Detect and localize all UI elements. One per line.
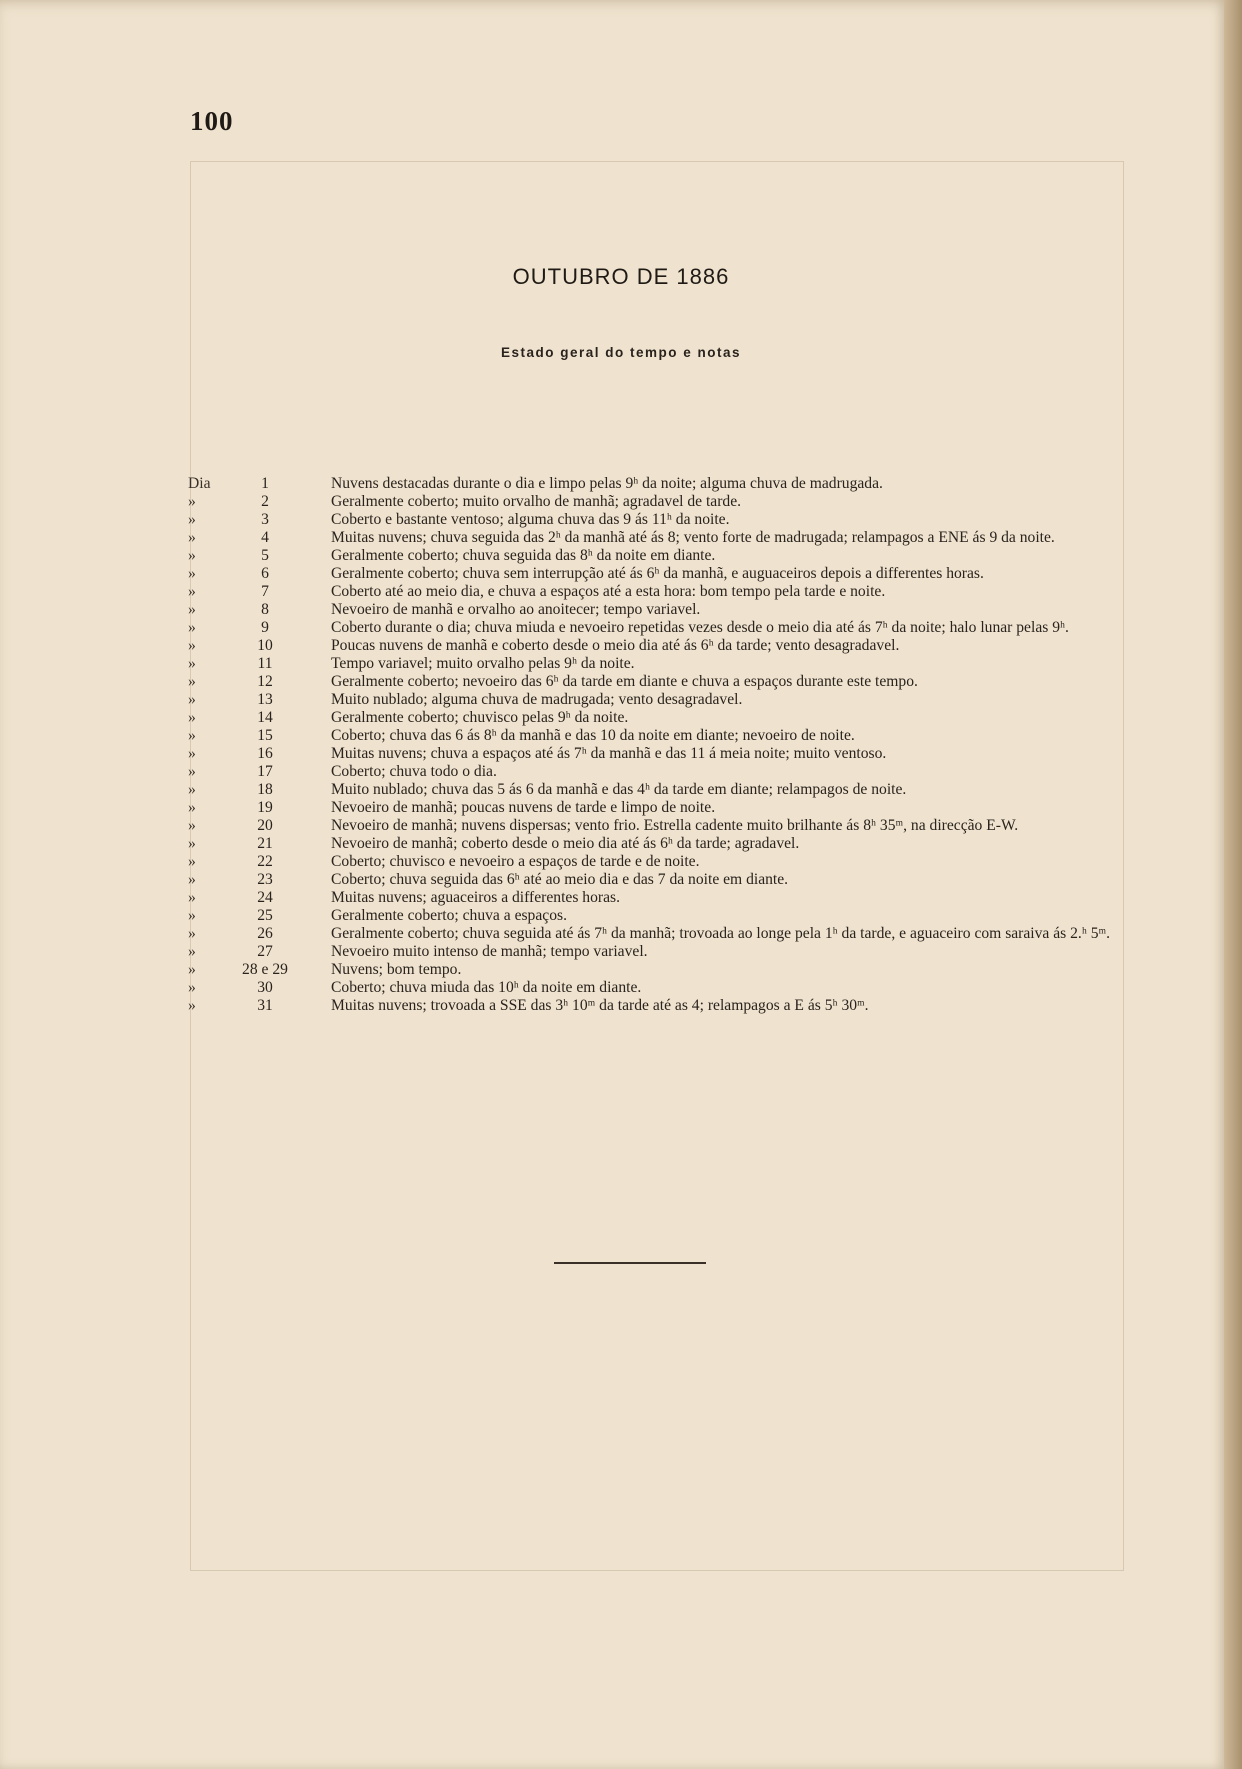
list-item	[188, 979, 1133, 997]
day-number: 14	[257, 709, 273, 726]
day-label: »	[188, 745, 196, 762]
day-label: »	[188, 781, 196, 798]
list-item	[188, 493, 1133, 511]
page-number: 100	[190, 106, 234, 136]
day-label: »	[188, 547, 196, 564]
weather-note: Geralmente coberto; muito orvalho de manhã; agradavel de tarde.	[331, 493, 742, 510]
list-item	[188, 763, 1133, 781]
day-label: »	[188, 511, 196, 528]
day-number: 17	[257, 763, 273, 780]
list-item	[188, 673, 1133, 691]
day-label: »	[188, 583, 196, 600]
day-number: 18	[257, 781, 273, 798]
list-item	[188, 799, 1133, 817]
list-item	[188, 583, 1133, 601]
list-item	[188, 619, 1133, 637]
day-label: »	[188, 619, 196, 636]
section-end-rule	[554, 1262, 706, 1264]
day-number: 13	[257, 691, 273, 708]
day-number: 9	[261, 619, 269, 636]
day-number: 1	[261, 475, 269, 492]
page-subtitle: Estado geral do tempo e notas	[500, 345, 742, 360]
day-number: 23	[257, 871, 273, 888]
weather-note: Muitas nuvens; chuva a espaços até ás 7ʰ da manhã e das 11 á meia noite; muito ventoso.	[331, 745, 887, 762]
list-item	[188, 637, 1133, 655]
day-number: 25	[257, 907, 273, 924]
day-label: »	[188, 835, 196, 852]
weather-note: Geralmente coberto; chuva sem interrupção até ás 6ʰ da manhã, e auguaceiros depois a differentes horas.	[331, 565, 984, 582]
day-label: »	[188, 853, 196, 870]
weather-note: Nevoeiro de manhã; poucas nuvens de tarde e limpo de noite.	[331, 799, 716, 816]
list-item	[188, 943, 1133, 961]
list-item	[188, 691, 1133, 709]
weather-note: Muito nublado; alguma chuva de madrugada; vento desagradavel.	[331, 691, 743, 708]
day-label: »	[188, 997, 196, 1014]
list-item	[188, 853, 1133, 871]
weather-note: Nevoeiro de manhã e orvalho ao anoitecer; tempo variavel.	[331, 601, 701, 618]
list-item	[188, 925, 1133, 943]
day-number: 10	[257, 637, 273, 654]
weather-note: Muitas nuvens; aguaceiros a differentes horas.	[331, 889, 620, 906]
list-item	[188, 745, 1133, 763]
weather-note: Geralmente coberto; chuva seguida das 8ʰ da noite em diante.	[331, 547, 716, 564]
day-label: »	[188, 601, 196, 618]
day-label: »	[188, 907, 196, 924]
list-item	[188, 655, 1133, 673]
day-label: »	[188, 943, 196, 960]
day-label: »	[188, 709, 196, 726]
day-label: »	[188, 637, 196, 654]
list-item	[188, 709, 1133, 727]
list-item	[188, 601, 1133, 619]
day-label: »	[188, 961, 196, 978]
day-label: »	[188, 925, 196, 942]
day-label: »	[188, 799, 196, 816]
day-number: 8	[261, 601, 269, 618]
weather-note: Coberto; chuvisco e nevoeiro a espaços de tarde e de noite.	[331, 853, 700, 870]
day-label: »	[188, 817, 196, 834]
list-item	[188, 547, 1133, 565]
day-label: »	[188, 565, 196, 582]
weather-note: Coberto durante o dia; chuva miuda e nevoeiro repetidas vezes desde o meio dia até ás 7ʰ da noite; halo lunar pelas 9ʰ.	[331, 619, 1069, 636]
day-label: »	[188, 871, 196, 888]
page-edge	[1224, 0, 1242, 1769]
day-number: 26	[257, 925, 273, 942]
weather-note: Muitas nuvens; chuva seguida das 2ʰ da manhã até ás 8; vento forte de madrugada; relampagos a ENE ás 9 da noite.	[331, 529, 1055, 546]
day-label: »	[188, 493, 196, 510]
weather-note: Coberto; chuva seguida das 6ʰ até ao meio dia e das 7 da noite em diante.	[331, 871, 789, 888]
list-item	[188, 907, 1133, 925]
day-number: 28 e 29	[242, 961, 288, 978]
day-number: 15	[257, 727, 273, 744]
day-number: 12	[257, 673, 273, 690]
day-number: 4	[261, 529, 269, 546]
list-item	[188, 835, 1133, 853]
day-number: 30	[257, 979, 273, 996]
weather-note: Coberto até ao meio dia, e chuva a espaços até a esta hora: bom tempo pela tarde e noite.	[331, 583, 886, 600]
weather-note: Nevoeiro de manhã; coberto desde o meio dia até ás 6ʰ da tarde; agradavel.	[331, 835, 800, 852]
day-label: »	[188, 655, 196, 672]
weather-note: Geralmente coberto; nevoeiro das 6ʰ da tarde em diante e chuva a espaços durante este tempo.	[331, 673, 918, 690]
list-item	[188, 997, 1133, 1015]
day-number: 5	[261, 547, 269, 564]
weather-note: Coberto; chuva das 6 ás 8ʰ da manhã e das 10 da noite em diante; nevoeiro de noite.	[331, 727, 855, 744]
weather-note: Muito nublado; chuva das 5 ás 6 da manhã e das 4ʰ da tarde em diante; relampagos de noite.	[331, 781, 907, 798]
weather-note: Coberto; chuva todo o dia.	[331, 763, 497, 780]
day-label: »	[188, 889, 196, 906]
weather-note: Tempo variavel; muito orvalho pelas 9ʰ da noite.	[331, 655, 635, 672]
day-label: »	[188, 673, 196, 690]
day-number: 11	[257, 655, 273, 672]
weather-note: Geralmente coberto; chuva a espaços.	[331, 907, 567, 924]
day-label: »	[188, 979, 196, 996]
weather-note: Nevoeiro muito intenso de manhã; tempo variavel.	[331, 943, 648, 960]
day-number: 2	[261, 493, 269, 510]
weather-note: Geralmente coberto; chuva seguida até ás 7ʰ da manhã; trovoada ao longe pela 1ʰ da tarde, e aguaceiro com saraiva ás 2.ʰ 5ᵐ.	[331, 925, 1111, 942]
list-item	[188, 529, 1133, 547]
weather-notes-list	[188, 475, 1133, 1015]
weather-note: Geralmente coberto; chuvisco pelas 9ʰ da noite.	[331, 709, 629, 726]
weather-note: Nevoeiro de manhã; nuvens dispersas; vento frio. Estrella cadente muito brilhante ás 8ʰ 35ᵐ, na direcção E-W.	[331, 817, 1019, 834]
weather-note: Coberto e bastante ventoso; alguma chuva das 9 ás 11ʰ da noite.	[331, 511, 730, 528]
list-item	[188, 871, 1133, 889]
weather-note: Coberto; chuva miuda das 10ʰ da noite em diante.	[331, 979, 642, 996]
list-item	[188, 511, 1133, 529]
weather-note: Poucas nuvens de manhã e coberto desde o meio dia até ás 6ʰ da tarde; vento desagradavel.	[331, 637, 900, 654]
list-item	[188, 889, 1133, 907]
day-label: »	[188, 691, 196, 708]
day-label: »	[188, 763, 196, 780]
list-item	[188, 817, 1133, 835]
day-number: 16	[257, 745, 273, 762]
day-number: 27	[257, 943, 273, 960]
day-number: 24	[257, 889, 273, 906]
day-label: »	[188, 727, 196, 744]
list-item	[188, 727, 1133, 745]
day-number: 3	[261, 511, 269, 528]
day-number: 19	[257, 799, 273, 816]
day-label: »	[188, 529, 196, 546]
weather-note: Nuvens; bom tempo.	[331, 961, 462, 978]
day-number: 22	[257, 853, 273, 870]
list-item	[188, 961, 1133, 979]
day-number: 31	[257, 997, 273, 1014]
weather-note: Muitas nuvens; trovoada a SSE das 3ʰ 10ᵐ da tarde até as 4; relampagos a E ás 5ʰ 30ᵐ.	[331, 997, 869, 1014]
list-item	[188, 475, 1133, 493]
day-number: 21	[257, 835, 273, 852]
page-title: OUTUBRO DE 1886	[512, 264, 730, 289]
list-item	[188, 565, 1133, 583]
day-number: 20	[257, 817, 273, 834]
day-number: 7	[261, 583, 269, 600]
day-label: Dia	[188, 475, 211, 492]
weather-note: Nuvens destacadas durante o dia e limpo pelas 9ʰ da noite; alguma chuva de madrugada.	[331, 475, 883, 492]
day-number: 6	[261, 565, 269, 582]
list-item	[188, 781, 1133, 799]
